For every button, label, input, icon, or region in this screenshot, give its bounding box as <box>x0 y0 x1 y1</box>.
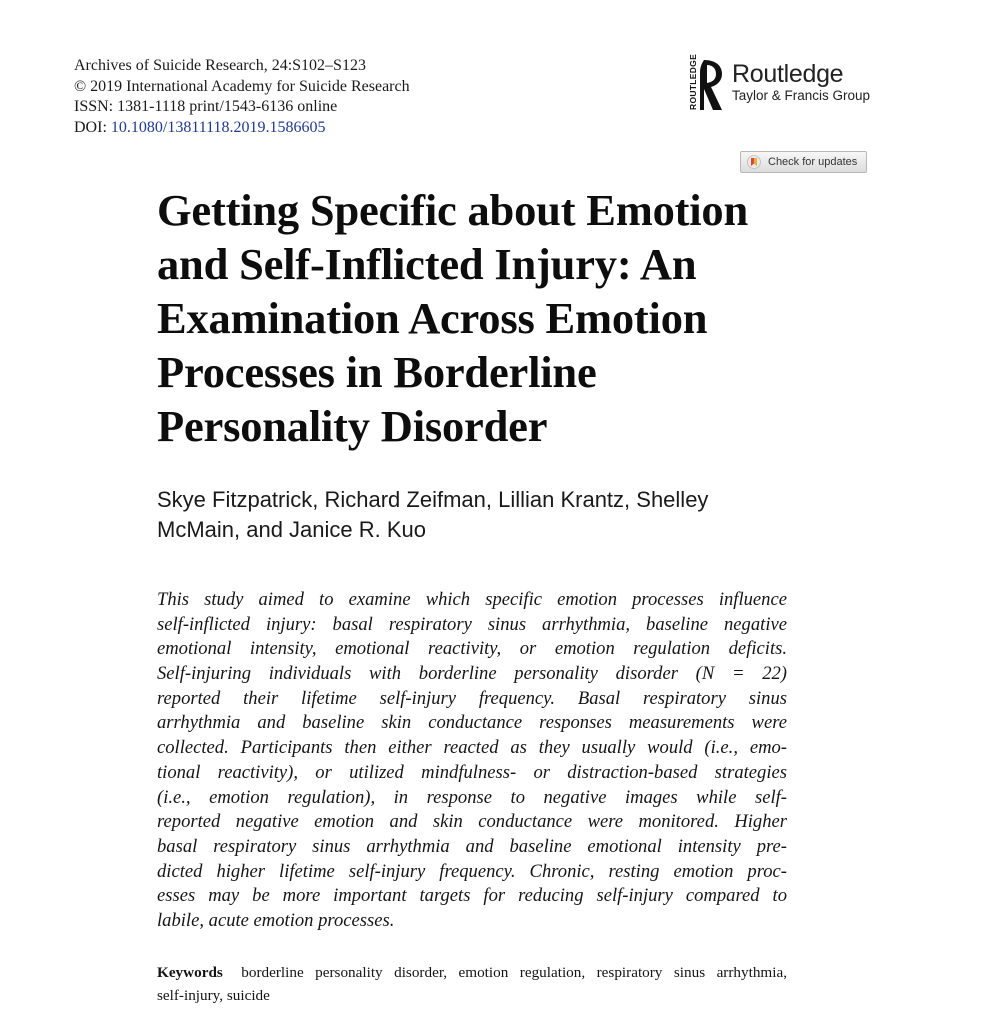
keywords-text: self-injury, suicide <box>157 987 270 1004</box>
abstract-line: tional reactivity), or utilized mindfulness- or distraction-based strategies <box>157 761 787 783</box>
author-line: McMain, and Janice R. Kuo <box>157 517 427 542</box>
keywords-label: Keywords <box>157 964 223 981</box>
abstract-line: collected. Participants then either reacted as they usually would (i.e., emo- <box>157 737 787 759</box>
abstract-line: basal respiratory sinus arrhythmia and baseline emotional intensity pre- <box>157 835 787 857</box>
copyright-line: © 2019 International Academy for Suicide Research <box>74 77 410 95</box>
abstract <box>157 588 787 934</box>
journal-citation: Archives of Suicide Research, 24:S102–S123 <box>74 57 366 74</box>
doi-label: DOI: <box>74 118 107 136</box>
routledge-r-icon <box>698 58 724 112</box>
issn-line: ISSN: 1381-1118 print/1543-6136 online <box>74 98 338 115</box>
abstract-line: labile, acute emotion processes. <box>157 909 395 931</box>
abstract-line: reported negative emotion and skin conductance were monitored. Higher <box>157 811 787 833</box>
abstract-line: arrhythmia and baseline skin conductance responses measurements were <box>157 712 787 734</box>
doi-line <box>74 118 410 139</box>
title-line: Examination Across Emotion <box>157 293 708 343</box>
abstract-line: dicted higher lifetime self-injury frequency. Chronic, resting emotion proc- <box>157 860 787 882</box>
abstract-line: esses may be more important targets for reducing self-injury compared to <box>157 885 787 907</box>
crossmark-icon <box>747 155 761 169</box>
abstract-line: emotional intensity, emotional reactivity, or emotion regulation deficits. <box>157 638 787 660</box>
author-line: Skye Fitzpatrick, Richard Zeifman, Lillian Krantz, Shelley <box>157 487 709 512</box>
title-line: Processes in Borderline <box>157 347 597 397</box>
abstract-line: Self-injuring individuals with borderline personality disorder (N = 22) <box>157 663 787 685</box>
publisher-logo[interactable] <box>688 53 871 112</box>
check-for-updates-label: Check for updates <box>768 156 858 168</box>
publisher-group: Taylor & Francis Group <box>732 88 871 103</box>
logo-side-text: ROUTLEDGE <box>688 53 698 110</box>
check-for-updates-button[interactable] <box>740 151 867 173</box>
abstract-line: self-inflicted injury: basal respiratory sinus arrhythmia, baseline negative <box>157 613 787 635</box>
publisher-name: Routledge <box>732 60 844 88</box>
title-line: and Self-Inflicted Injury: An <box>157 239 697 289</box>
title-line: Personality Disorder <box>157 401 548 451</box>
article-title <box>157 183 877 453</box>
doi-link[interactable]: 10.1080/13811118.2019.1586605 <box>110 118 326 136</box>
abstract-line: This study aimed to examine which specific emotion processes influence <box>157 589 787 610</box>
abstract-line: reported their lifetime self-injury frequency. Basal respiratory sinus <box>157 687 787 709</box>
keywords-text: borderline personality disorder, emotion regulation, respiratory sinus arrhythmia, <box>241 964 787 981</box>
abstract-line: (i.e., emotion regulation), in response to negative images while self- <box>157 786 787 808</box>
keywords-section <box>157 961 787 1007</box>
journal-metadata <box>74 56 410 138</box>
author-list <box>157 485 837 545</box>
title-line: Getting Specific about Emotion <box>157 185 749 235</box>
